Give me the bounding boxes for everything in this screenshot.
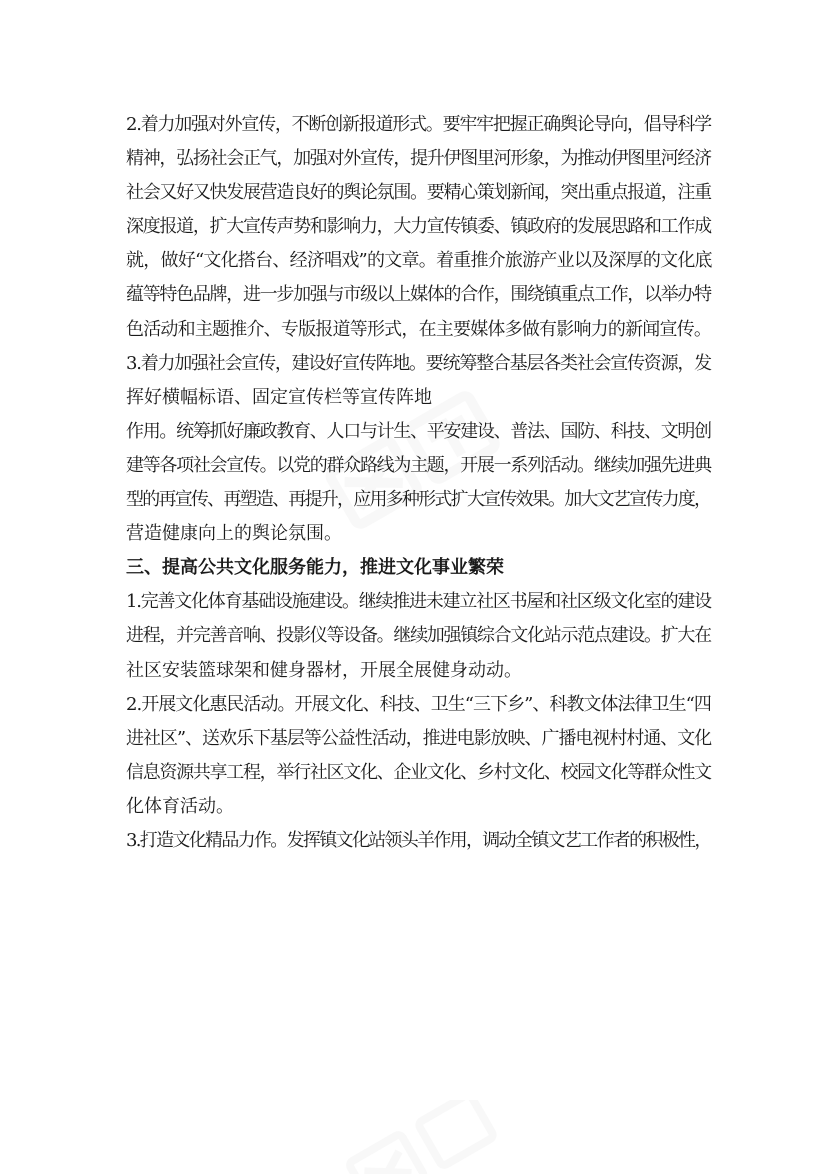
paragraph-line: 挥好横幅标语、固定宣传栏等宣传阵地 <box>126 386 432 408</box>
paragraph-line: 化体育活动。 <box>126 795 234 817</box>
paragraph-line: 就，做好“文化搭台、经济唱戏”的文章。着重推介旅游产业以及深厚的文化底 <box>126 250 712 272</box>
document-body <box>126 108 712 858</box>
paragraph-line: 信息资源共享工程，举行社区文化、企业文化、乡村文化、校园文化等群众性文 <box>126 761 711 783</box>
paragraph-line: 蕴等特色品牌，进一步加强与市级以上媒体的合作，围绕镇重点工作，以举办特 <box>126 284 711 306</box>
paragraph-line: 进社区”、送欢乐下基层等公益性活动，推进电影放映、广播电视村村通、文化 <box>126 727 712 749</box>
paragraph-line: 3.着力加强社会宣传，建设好宣传阵地。要统筹整合基层各类社会宣传资源，发 <box>126 352 711 374</box>
paragraph-line: 深度报道，扩大宣传声势和影响力，大力宣传镇委、镇政府的发展思路和工作成 <box>126 216 711 238</box>
paragraph-line: 型的再宣传、再塑造、再提升，应用多种形式扩大宣传效果。加大文艺宣传力度， <box>126 489 711 511</box>
paragraph-line: 色活动和主题推介、专版报道等形式，在主要媒体多做有影响力的新闻宣传。 <box>126 318 712 340</box>
watermark-logo-bottom-icon <box>330 1100 530 1174</box>
paragraph-line: 进程，并完善音响、投影仪等设备。继续加强镇综合文化站示范点建设。扩大在 <box>126 625 711 647</box>
paragraph-line: 营造健康向上的舆论氛围。 <box>126 523 342 545</box>
paragraph-line: 3.打造文化精品力作。发挥镇文化站领头羊作用，调动全镇文艺工作者的积极性， <box>126 829 711 851</box>
paragraph-line: 精神，弘扬社会正气，加强对外宣传，提升伊图里河形象，为推动伊图里河经济 <box>126 148 711 170</box>
paragraph-line: 社区安装篮球架和健身器材，开展全展健身动动。 <box>126 659 522 681</box>
section-heading: 三、提高公共文化服务能力，推进文化事业繁荣 <box>126 557 504 579</box>
paragraph-line: 建等各项社会宣传。以党的群众路线为主题，开展一系列活动。继续加强先进典 <box>126 454 711 476</box>
paragraph-line: 2.开展文化惠民活动。开展文化、科技、卫生“三下乡”、科教文体法律卫生“四 <box>126 693 711 715</box>
paragraph-line: 社会又好又快发展营造良好的舆论氛围。要精心策划新闻，突出重点报道，注重 <box>126 182 711 204</box>
paragraph-line: 作用。统筹抓好廉政教育、人口与计生、平安建设、普法、国防、科技、文明创 <box>126 420 711 442</box>
paragraph-line: 1.完善文化体育基础设施建设。继续推进未建立社区书屋和社区级文化室的建设 <box>126 591 711 613</box>
paragraph-line: 2.着力加强对外宣传，不断创新报道形式。要牢牢把握正确舆论导向，倡导科学 <box>126 114 711 135</box>
